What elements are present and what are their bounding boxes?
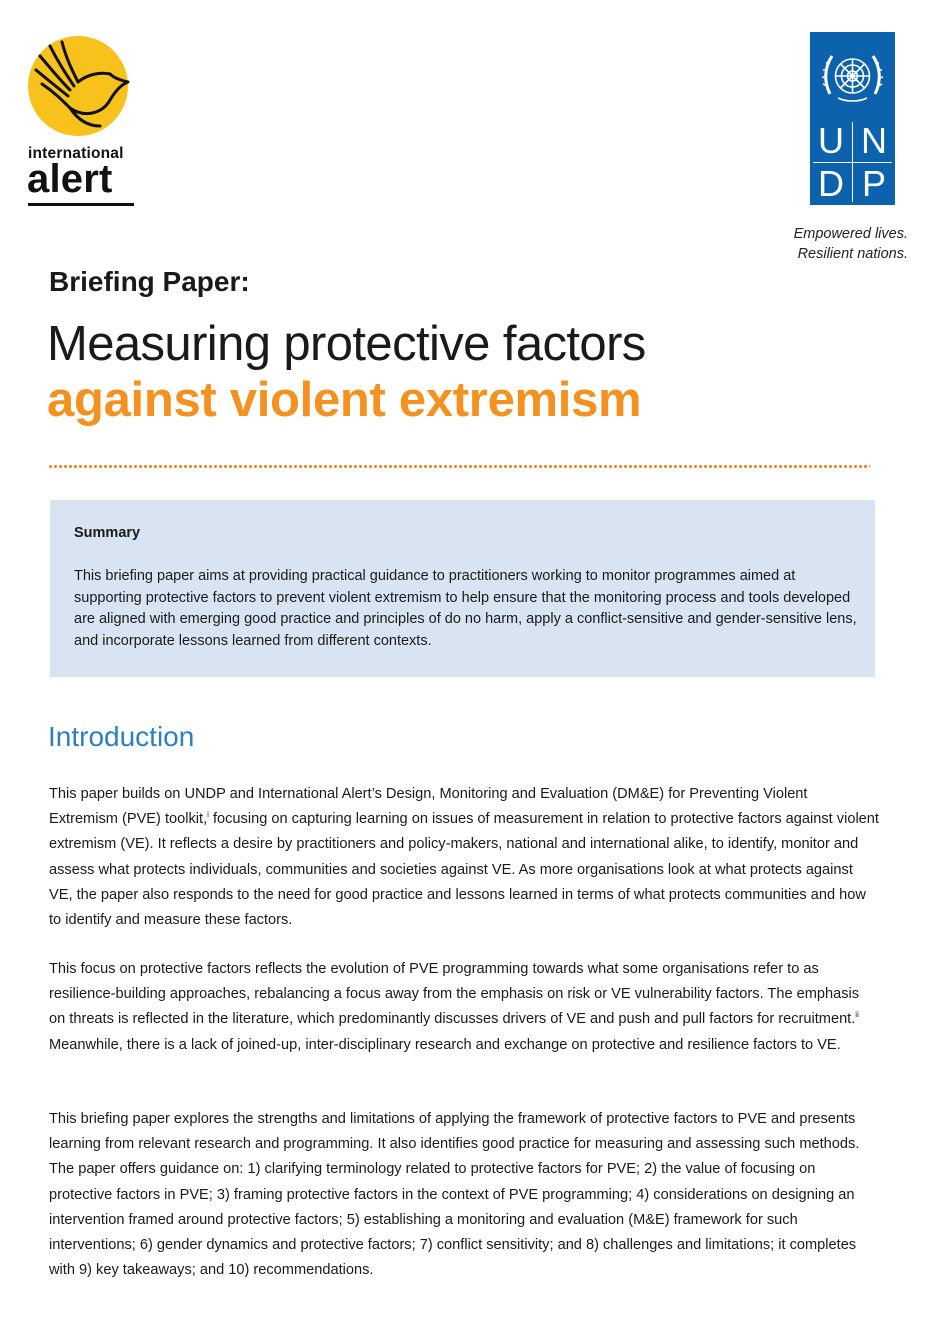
undp-letter-n: N [861, 120, 887, 161]
intro-p2-text-a: This focus on protective factors reflects the evolution of PVE programming towards what some organisations refer to as resilience-building approaches, rebalancing a focus away from the emphasis on risk or VE vulnerability factors. The emphasis on threats is reflected in the literature, which predominantly discusses drivers of VE and push and pull factors for recruitment. [49, 961, 860, 1028]
document-title-line1: Measuring protective factors [47, 317, 646, 371]
undp-logo [810, 32, 895, 205]
summary-box [50, 500, 875, 677]
international-alert-logo [22, 28, 146, 212]
introduction-heading: Introduction [48, 721, 195, 752]
undp-letter-p: P [861, 163, 886, 204]
hand-dove-icon [26, 34, 130, 138]
intro-p1-text-b: focusing on capturing learning on issues of measurement in relation to protective factors against violent extremism (VE). It reflects a desire by practitioners and policy-makers, national and international alike, to identify, monitor and assess what protects individuals, communities and societies against VE. As more organisations look at what protects against VE, the paper also responds to the need for good practice and lessons learned in terms of what protects communities and how to identify and measure these factors. [49, 811, 879, 929]
intro-p2-text-b: Meanwhile, there is a lack of joined-up, inter-disciplinary research and exchange on protective and resilience factors to VE. [49, 1036, 841, 1053]
intro-paragraph-1 [49, 782, 879, 933]
undp-letter-d: D [818, 163, 844, 204]
summary-heading: Summary [74, 525, 141, 541]
intro-paragraph-2 [49, 957, 879, 1058]
undp-tagline-line1: Empowered lives. [793, 226, 908, 242]
ia-logo-line1: international [28, 145, 124, 162]
endnote-ref-i[interactable]: i [207, 810, 209, 820]
ia-logo-line2: alert [27, 157, 113, 201]
document-kicker: Briefing Paper: [49, 266, 250, 297]
summary-body: This briefing paper aims at providing practical guidance to practitioners working to monitor programmes aimed at supporting protective factors to prevent violent extremism to help ensure that the monitoring process and tools developed are aligned with emerging good practice and principles of do no harm, apply a conflict-sensitive and gender-sensitive lens, and incorporate lessons learned from different contexts. [74, 568, 857, 649]
endnote-ref-ii[interactable]: ii [855, 1010, 859, 1020]
undp-tagline-line2: Resilient nations. [797, 246, 908, 262]
dotted-divider [48, 464, 870, 469]
document-title-line2: against violent extremism [47, 373, 642, 427]
un-emblem-icon [818, 38, 887, 118]
undp-tagline [794, 224, 908, 264]
ia-logo-underline [28, 203, 134, 206]
intro-p1-text-a: This paper builds on UNDP and International Alert’s Design, Monitoring and Evaluation (DM&E) for Preventing Violent Extremism (PVE) toolkit, [49, 786, 808, 828]
undp-letter-u: U [818, 120, 844, 161]
intro-paragraph-3: This briefing paper explores the strengths and limitations of applying the framework of protective factors to PVE and presents learning from relevant research and programming. It also identifies good practice for measuring and assessing such methods. The paper offers guidance on: 1) clarifying terminology related to protective factors for PVE; 2) the value of focusing on protective factors in PVE; 3) framing protective factors in the context of PVE programming; 4) considerations on designing an intervention framed around protective factors; 5) establishing a monitoring and evaluation (M&E) framework for such interventions; 6) gender dynamics and protective factors; 7) conflict sensitivity; and 8) challenges and limitations; it completes with 9) key takeaways; and 10) recommendations. [49, 1111, 860, 1279]
